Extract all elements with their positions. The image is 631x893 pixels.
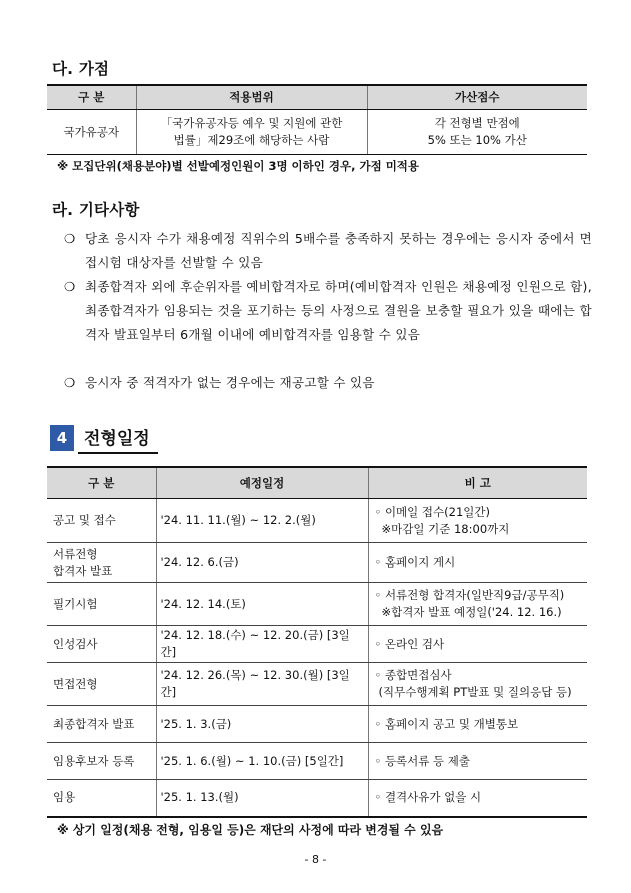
cell-stage: 인성검사 [47, 626, 156, 663]
table-row [47, 780, 587, 817]
cell-date: '24. 12. 26.(목) ~ 12. 30.(월) [3일간] [156, 663, 368, 706]
circle-bullet-icon: ❍ [64, 231, 76, 246]
column-header: 예정일정 [156, 467, 368, 499]
column-header: 구 분 [47, 467, 156, 499]
bonus-note: ※ 모집단위(채용분야)별 선발예정인원이 3명 이하인 경우, 가점 미적용 [57, 159, 420, 173]
column-header: 가산점수 [367, 85, 587, 110]
bullet-item [64, 227, 592, 275]
cell-note [368, 626, 587, 663]
table-row [47, 743, 587, 780]
bullet-item [64, 275, 592, 347]
bonus-points-table [47, 84, 587, 155]
cell-note [368, 583, 587, 626]
cell-scope [136, 110, 367, 155]
cell-note [368, 780, 587, 817]
note-line: ◦ 등록서류 등 제출 [374, 753, 471, 768]
cell-stage: 최종합격자 발표 [47, 706, 156, 743]
cell-note [368, 743, 587, 780]
table-row [47, 706, 587, 743]
table-row [47, 663, 587, 706]
circle-bullet-icon: ❍ [64, 375, 76, 390]
page-number: - 8 - [304, 853, 327, 866]
note-line: ◦ 종합면접심사 [374, 668, 452, 682]
cell-category: 국가유공자 [47, 110, 136, 155]
cell-date: '24. 11. 11.(월) ~ 12. 2.(월) [156, 499, 368, 543]
table-header-row [47, 467, 587, 499]
bullet-text: 당초 응시자 수가 채용예정 직위수의 5배수를 충족하지 못하는 경우에는 응시자 중에서 면접시험 대상자를 선발할 수 있음 [85, 231, 592, 270]
section-number-badge: 4 [50, 425, 74, 451]
cell-date: '24. 12. 6.(금) [156, 543, 368, 583]
section-title-bonus: 다. 가점 [52, 60, 110, 78]
cell-stage: 서류전형 합격자 발표 [47, 543, 156, 583]
cell-date: '25. 1. 13.(월) [156, 780, 368, 817]
cell-stage: 면접전형 [47, 663, 156, 706]
cell-stage: 공고 및 접수 [47, 499, 156, 543]
cell-note [368, 706, 587, 743]
table-row [47, 499, 587, 543]
cell-stage: 임용후보자 등록 [47, 743, 156, 780]
table-row [47, 583, 587, 626]
points-line: 5% 또는 10% 가산 [427, 133, 527, 147]
cell-date: '24. 12. 18.(수) ~ 12. 20.(금) [3일간] [156, 626, 368, 663]
cell-date: '25. 1. 6.(월) ~ 1. 10.(금) [5일간] [156, 743, 368, 780]
column-header: 적용범위 [136, 85, 367, 110]
note-line: ◦ 온라인 검사 [374, 636, 445, 651]
circle-bullet-icon: ❍ [64, 279, 76, 294]
note-line: ◦ 홈페이지 공고 및 개별통보 [374, 716, 519, 731]
note-line: (직무수행계획 PT발표 및 질의응답 등) [378, 685, 572, 699]
cell-note [368, 543, 587, 583]
note-line: ◦ 홈페이지 게시 [374, 555, 456, 569]
scope-line: 「국가유공자등 예우 및 지원에 관한 [160, 116, 343, 130]
points-line: 각 전형별 만점에 [434, 116, 520, 130]
cell-stage: 필기시험 [47, 583, 156, 626]
column-header: 구 분 [47, 85, 136, 110]
note-line: ◦ 이메일 접수(21일간) [374, 504, 490, 519]
section-title-schedule: 전형일정 [84, 429, 150, 449]
cell-date: '24. 12. 14.(토) [156, 583, 368, 626]
cell-stage: 임용 [47, 780, 156, 817]
cell-date: '25. 1. 3.(금) [156, 706, 368, 743]
cell-note [368, 499, 587, 543]
table-row [47, 543, 587, 583]
table-row [47, 626, 587, 663]
table-header-row [47, 85, 587, 110]
table-row [47, 110, 587, 155]
schedule-note: ※ 상기 일정(채용 전형, 임용일 등)은 재단의 사정에 따라 변경될 수 있음 [57, 823, 444, 837]
note-line: ※합격자 발표 예정일('24. 12. 16.) [381, 605, 562, 619]
scope-line: 법률」제29조에 해당하는 사람 [173, 133, 330, 147]
bullet-item [64, 371, 592, 395]
column-header: 비 고 [368, 467, 587, 499]
title-underline [78, 452, 158, 454]
cell-points [367, 110, 587, 155]
section-title-misc: 라. 기타사항 [52, 201, 140, 219]
note-line: ◦ 서류전형 합격자(일반직9급/공무직) [374, 588, 565, 602]
bullet-text: 최종합격자 외에 후순위자를 예비합격자로 하며(예비합격자 인원은 채용예정 인원으로 함), 최종합격자가 임용되는 것을 포기하는 등의 사정으로 결원을 보충할 필요가 있을 때에는 합격자 발표일부터 6개월 이내에 예비합격자를 임용할 수 있음 [85, 279, 592, 342]
note-line: ※마감일 기준 18:00까지 [381, 521, 510, 536]
bullet-text: 응시자 중 적격자가 없는 경우에는 재공고할 수 있음 [85, 375, 375, 390]
cell-note [368, 663, 587, 706]
schedule-table [47, 466, 587, 818]
note-line: ◦ 결격사유가 없을 시 [374, 790, 482, 805]
